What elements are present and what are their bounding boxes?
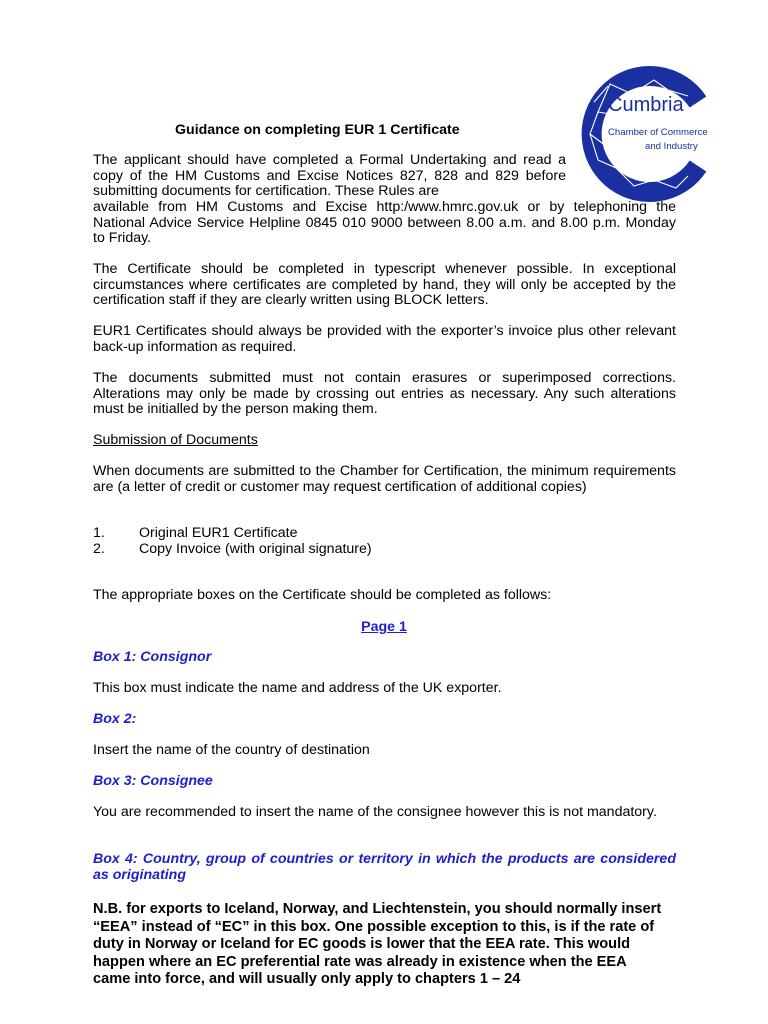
submission-heading: Submission of Documents	[93, 432, 258, 448]
box2-text: Insert the name of the country of destination	[93, 742, 370, 758]
cumbria-chamber-logo	[578, 64, 718, 204]
list-item-text: Original EUR1 Certificate	[139, 525, 298, 541]
intro-paragraph-part2: available from HM Customs and Excise http:/www.hmrc.gov.uk or by telephoning the National Advice Service Helpline 0845 010 9000 between 8.00 a.m. and 8.00 p.m. Monday to Friday.	[93, 199, 676, 247]
typescript-paragraph: The Certificate should be completed in typescript whenever possible. In exceptional circumstances where certificates are completed by hand, they will only be accepted by the certification staff if they are clearly written using BLOCK letters.	[93, 261, 676, 309]
nb-note: N.B. for exports to Iceland, Norway, and Liechtenstein, you should normally insert “EEA” instead of “EC” in this box. One possible exception to this, is if the rate of duty in Norway or Iceland for EC goods is lower that the EEA rate. This would happen where an EC preferential rate was already in existence when the EEA came into force, and will usually only apply to chapters 1 – 24	[93, 901, 662, 988]
erasures-paragraph: The documents submitted must not contain erasures or superimposed corrections. Alterations may only be made by crossing out entries as necessary. Any such alterations must be initialled by the person making them.	[93, 370, 676, 418]
box2-heading: Box 2:	[93, 711, 137, 727]
requirements-list	[93, 526, 676, 557]
list-item	[93, 526, 676, 542]
list-item-number: 1.	[93, 525, 105, 541]
box1-heading: Box 1: Consignor	[93, 649, 212, 665]
document-title: Guidance on completing EUR 1 Certificate	[175, 122, 460, 138]
box3-text: You are recommended to insert the name of the consignee however this is not mandatory.	[93, 804, 657, 820]
logo-subtitle-line1: Chamber of Commerce	[608, 127, 708, 138]
list-item	[93, 542, 676, 558]
box3-heading: Box 3: Consignee	[93, 773, 213, 789]
box1-text: This box must indicate the name and address of the UK exporter.	[93, 680, 502, 696]
list-item-number: 2.	[93, 540, 105, 557]
intro-paragraph-part1: The applicant should have completed a Formal Undertaking and read a copy of the HM Customs and Excise Notices 827, 828 and 829 before submitting documents for certification. These Rules are	[93, 152, 566, 200]
box4-heading: Box 4: Country, group of countries or territory in which the products are considered as originating	[93, 851, 676, 883]
logo-name: Cumbria	[608, 94, 684, 116]
invoice-paragraph: EUR1 Certificates should always be provided with the exporter’s invoice plus other relevant back-up information as required.	[93, 323, 676, 355]
logo-subtitle-line2: and Industry	[645, 141, 698, 152]
list-item-text: Copy Invoice (with original signature)	[139, 540, 372, 557]
page-1-link[interactable]: Page 1	[361, 619, 407, 635]
boxes-intro: The appropriate boxes on the Certificate should be completed as follows:	[93, 587, 552, 603]
submission-paragraph: When documents are submitted to the Chamber for Certification, the minimum requirements are (a letter of credit or customer may request certification of additional copies)	[93, 463, 676, 495]
